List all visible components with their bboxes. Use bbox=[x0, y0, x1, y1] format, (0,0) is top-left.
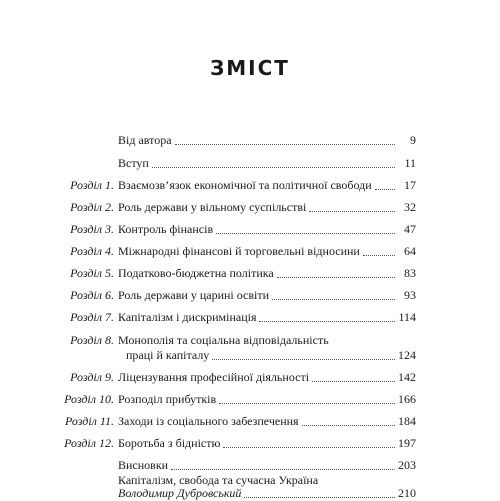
toc-entry-title: Вступ bbox=[118, 156, 149, 170]
toc-entry[interactable] bbox=[0, 200, 500, 215]
toc-entry-page: 184 bbox=[398, 414, 416, 428]
toc-entry-title: Висновки bbox=[118, 458, 169, 472]
toc-entry-continuation bbox=[0, 486, 500, 501]
toc-entry-title: Боротьба з бідністю bbox=[118, 436, 221, 450]
dot-leader bbox=[212, 358, 395, 360]
toc-entry-page: 17 bbox=[404, 178, 416, 192]
toc-entry-title-line2: праці й капіталу bbox=[126, 348, 210, 362]
toc-entry[interactable] bbox=[0, 414, 500, 429]
toc-entry[interactable] bbox=[0, 156, 500, 171]
toc-entry-page: 47 bbox=[404, 222, 416, 236]
toc-entry[interactable] bbox=[0, 133, 500, 148]
toc-entry-title: Роль держави у вільному суспільстві bbox=[118, 200, 307, 214]
toc-entry[interactable] bbox=[0, 392, 500, 407]
toc-entry[interactable] bbox=[0, 222, 500, 237]
chapter-label: Розділ 2. bbox=[70, 200, 114, 214]
toc-entry-page: 64 bbox=[404, 244, 416, 258]
dot-leader bbox=[175, 143, 395, 145]
toc-entry[interactable] bbox=[0, 266, 500, 281]
chapter-label: Розділ 7. bbox=[70, 310, 114, 324]
dot-leader bbox=[152, 166, 395, 168]
toc-entry-page: 11 bbox=[404, 156, 416, 170]
toc-entry-page: 32 bbox=[404, 200, 416, 214]
toc-entry-title: Податково-бюджетна політика bbox=[118, 266, 274, 280]
toc-entry[interactable] bbox=[0, 370, 500, 385]
toc-entry-title: Від автора bbox=[118, 133, 172, 147]
toc-entry-page: 142 bbox=[398, 370, 416, 384]
chapter-label: Розділ 11. bbox=[64, 414, 114, 428]
toc-entry-title-line1: Капіталізм, свобода та сучасна Україна bbox=[118, 473, 319, 487]
toc-entry-continuation bbox=[0, 348, 500, 363]
toc-entry-page: 124 bbox=[398, 348, 416, 362]
toc-entry-page: 197 bbox=[398, 436, 416, 450]
chapter-label: Розділ 8. bbox=[70, 333, 114, 347]
toc-entry-page: 203 bbox=[398, 458, 416, 472]
toc-entry-title: Контроль фінансів bbox=[118, 222, 214, 236]
toc-entry-title: Заходи із соціального забезпечення bbox=[118, 414, 299, 428]
chapter-label: Розділ 4. bbox=[70, 244, 114, 258]
dot-leader bbox=[363, 254, 395, 256]
dot-leader bbox=[219, 402, 395, 404]
chapter-label: Розділ 3. bbox=[70, 222, 114, 236]
toc-entry[interactable] bbox=[0, 458, 500, 473]
dot-leader bbox=[244, 496, 395, 498]
toc-entry-title: Ліцензування професійної діяльності bbox=[118, 370, 310, 384]
toc-entry-page: 166 bbox=[398, 392, 416, 406]
chapter-label: Розділ 6. bbox=[70, 288, 114, 302]
dot-leader bbox=[312, 380, 395, 382]
dot-leader bbox=[375, 188, 395, 190]
toc-entry-title: Роль держави у царині освіти bbox=[118, 288, 270, 302]
toc-entry-title: Капіталізм і дискримінація bbox=[118, 310, 257, 324]
toc-entry[interactable] bbox=[0, 436, 500, 451]
chapter-label: Розділ 10. bbox=[64, 392, 114, 406]
chapter-label: Розділ 1. bbox=[70, 178, 114, 192]
toc-entry-title-line1: Монополія та соціальна відповідальність bbox=[118, 333, 329, 347]
dot-leader bbox=[272, 298, 395, 300]
toc-entry-page: 93 bbox=[404, 288, 416, 302]
dot-leader bbox=[216, 232, 395, 234]
toc-entry-title: Розподіл прибутків bbox=[118, 392, 217, 406]
dot-leader bbox=[223, 446, 395, 448]
toc-entry-title: Взаємозв’язок економічної та політичної свободи bbox=[118, 178, 372, 192]
toc-entry-page: 114 bbox=[398, 310, 416, 324]
dot-leader bbox=[259, 320, 395, 322]
toc-entry[interactable] bbox=[0, 244, 500, 259]
toc-entry[interactable] bbox=[0, 333, 500, 348]
toc-entry-page: 9 bbox=[410, 133, 416, 147]
toc-entry[interactable] bbox=[0, 178, 500, 193]
toc-entry[interactable] bbox=[0, 310, 500, 325]
toc-entry-page: 210 bbox=[398, 486, 416, 500]
page-title: ЗМІСТ bbox=[210, 56, 290, 80]
toc-entry-author: Володимир Дубровський bbox=[118, 486, 242, 500]
chapter-label: Розділ 5. bbox=[70, 266, 114, 280]
dot-leader bbox=[302, 424, 395, 426]
dot-leader bbox=[277, 276, 395, 278]
chapter-label: Розділ 9. bbox=[70, 370, 114, 384]
toc-entry-title: Міжнародні фінансові й торговельні відносини bbox=[118, 244, 360, 258]
dot-leader bbox=[171, 468, 395, 470]
chapter-label: Розділ 12. bbox=[64, 436, 114, 450]
toc-entry-page: 83 bbox=[404, 266, 416, 280]
dot-leader bbox=[309, 210, 395, 212]
toc-entry[interactable] bbox=[0, 288, 500, 303]
